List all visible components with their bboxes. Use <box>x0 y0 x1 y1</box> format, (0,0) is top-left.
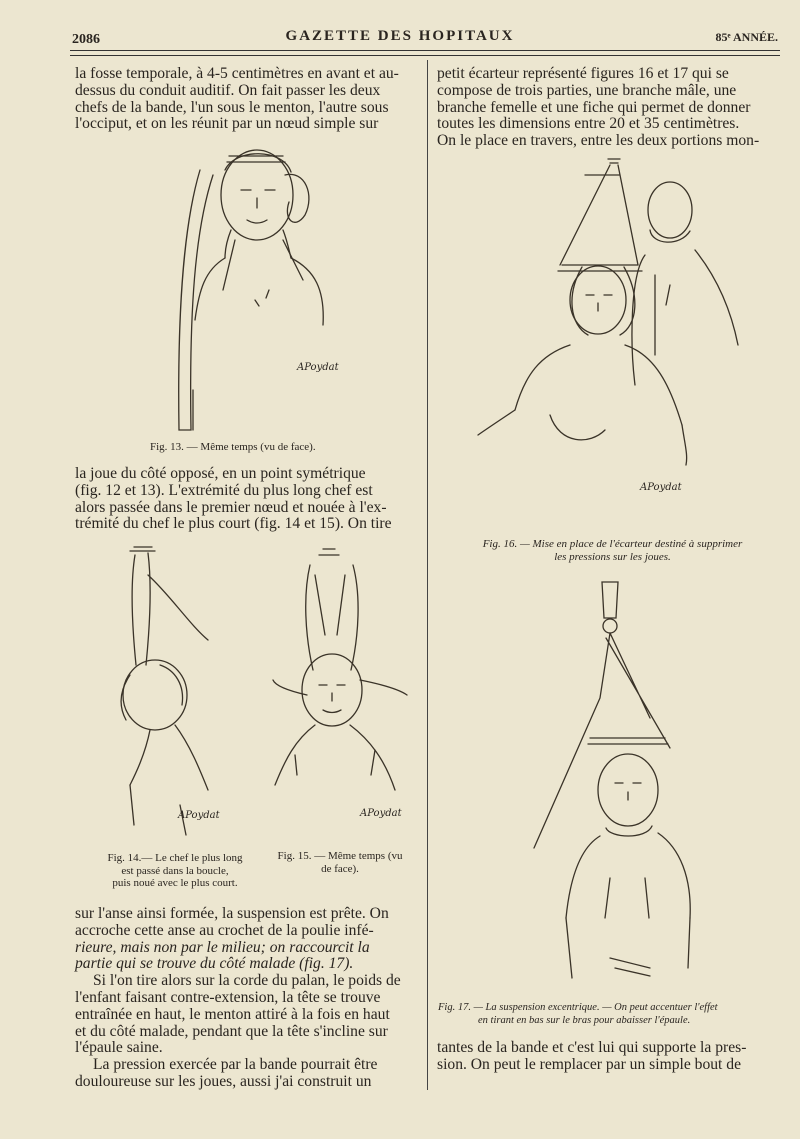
fig13-caption: Fig. 13. — Même temps (vu de face). <box>150 441 316 453</box>
fig15-illustration <box>265 545 415 830</box>
page-header <box>0 0 800 60</box>
artist-signature-fig14: APoydat <box>178 810 220 821</box>
left-paragraph-3: sur l'anse ainsi formée, la suspension est prête. On accroche cette anse au crochet de la poulie infé- rieure, mais non par le milieu; on raccourcit la partie qui se trouve du côté malade (fig. 17). Si l'on tire alors sur la corde du palan, le poids de l'enfant faisant contre-extension, la tête se trouve entraînée en haut, le menton attiré à la fois en haut et du côté malade, pendant que la tête s'incline sur l'épaule saine. La pression exercée par la bande pourrait être douloureuse sur les joues, aussi j'ai construit un <box>75 905 401 1090</box>
fig15-caption: Fig. 15. — Même temps (vu de face). <box>277 850 403 875</box>
artist-signature-fig16: APoydat <box>640 482 682 493</box>
artist-signature-fig15: APoydat <box>360 808 402 819</box>
left-paragraph-2: la joue du côté opposé, en un point symétrique (fig. 12 et 13). L'extrémité du plus long chef est alors passée dans le premier nœud et nouée à l'ex- trémité du chef le plus court (fig. 14 et 15). On tire <box>75 465 392 533</box>
page-number: 2086 <box>72 32 100 47</box>
fig16-illustration <box>470 155 760 530</box>
fig13-illustration <box>165 140 345 440</box>
artist-signature-fig13: APoydat <box>297 362 339 373</box>
right-paragraph-1: petit écarteur représenté figures 16 et 17 qui se compose de trois parties, une branche mâle, une branche femelle et une fiche qui permet de donner toutes les dimensions entre 20 et 35 centimètres. On le place en travers, entre les deux portions mon- <box>437 65 760 150</box>
fig16-caption: Fig. 16. — Mise en place de l'écarteur destiné à supprimer les pressions sur les joues. <box>482 538 743 563</box>
journal-title: GAZETTE DES HOPITAUX <box>285 28 515 44</box>
fig14-illustration <box>100 545 220 840</box>
fig17-illustration <box>520 578 740 998</box>
fig14-caption: Fig. 14.— Le chef le plus long est passé dans la boucle, puis noué avec le plus court. <box>107 852 243 889</box>
left-paragraph-1: la fosse temporale, à 4-5 centimètres en avant et au- dessus du conduit auditif. On fait passer les deux chefs de la bande, l'un sous le menton, l'autre sous l'occiput, et on les réunit par un nœud simple sur <box>75 65 399 133</box>
fig17-caption: Fig. 17. — La suspension excentrique. — On peut accentuer l'effet en tirant en bas sur le bras pour abaisser l'épaule. <box>438 1002 718 1026</box>
column-separator <box>427 60 428 1090</box>
journal-year: 85ᵉ ANNÉE. <box>715 30 778 44</box>
header-rule <box>70 50 780 51</box>
right-paragraph-2: tantes de la bande et c'est lui qui supporte la pres- sion. On peut le remplacer par un simple bout de <box>437 1039 747 1073</box>
header-rule-double <box>70 55 780 56</box>
